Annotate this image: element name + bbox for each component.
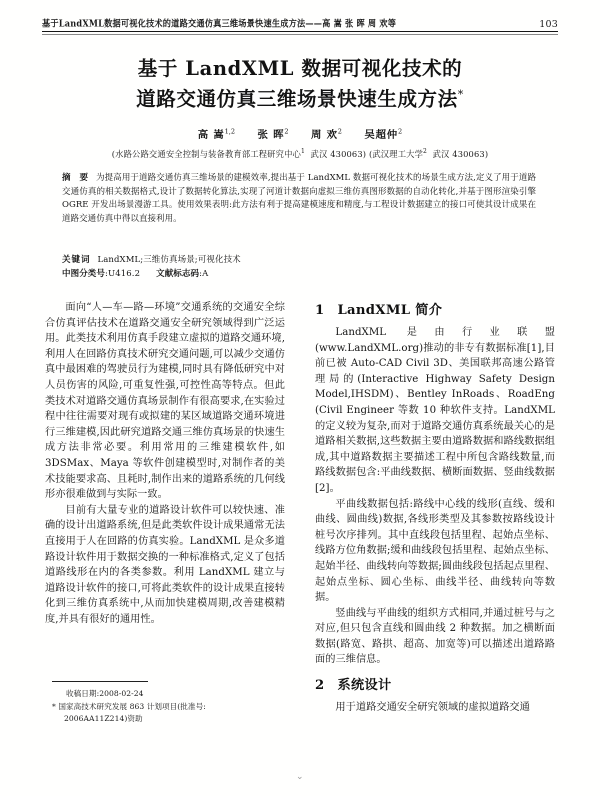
- scan-artifact: ⌄: [296, 772, 304, 782]
- author-2: [258, 129, 289, 141]
- affiliation-1-sup: 1: [300, 148, 305, 156]
- clc-label: 中图分类号: [62, 269, 106, 279]
- doc-code-label: 文献标志码: [156, 269, 200, 279]
- author-3-name: 周 欢: [310, 129, 338, 141]
- title-footnote-marker: *: [457, 88, 464, 101]
- title-line-1: 基于 LandXML 数据可视化技术的: [137, 57, 463, 80]
- footnote-received: [52, 688, 288, 701]
- section-1-number: 1: [315, 303, 325, 318]
- section-heading-1: [315, 300, 555, 322]
- affiliation-1-city: 武汉 430063): [310, 149, 367, 159]
- section-1-paragraph-3: 竖曲线与平曲线的组织方式相同,并通过桩号与之对应,但只包含直线和圆曲线 2 种数据。加之横断面数据(路宽、路拱、超高、加宽等)可以描述出道路路面的三维信息。: [315, 607, 555, 666]
- footnote-fund-line-2: 2006AA11Z214)资助: [64, 714, 143, 724]
- footnote-received-label: 收稿日期:: [66, 689, 100, 698]
- affiliation-1-org: (水路公路交通安全控制与装备教育部工程研究中心: [111, 149, 301, 159]
- section-1-title: LandXML 简介: [337, 303, 443, 318]
- section-1-paragraph-1: LandXML 是由行业联盟(www.LandXML.org)推动的非专有数据标准[1],目前已被 Auto-CAD Civil 3D、美国联邦高速公路管理局的(Interactive Highway Safety Design Model,IHSDM)、Bentley InRoads、RoadEng (Civil Engineer 等数 10 种软件支持。LandXML 的定义较为复杂,而对于道路交通仿真系统最关心的是道路相关数据,这些数据主要由道路数据和路线数据组成,其中道路数据主要描述工程中所包含路线数量,而路线数据包含:平曲线数据、横断面数据、竖曲线数据[2]。: [315, 327, 555, 494]
- section-heading-2: [315, 675, 555, 697]
- abstract-text: 为提高用于道路交通仿真三维场景的建模效率,提出基于 LandXML 数据可视化技术的场景生成方法,定义了用于道路交通仿真的相关数据格式,设计了数据转化算法,实现了河道计数据向虚拟三维仿真图形数据的自动化转化,并基于图形渲染引擎 OGRE 开发出场景漫游工具。使用效果表明:此方法有利于提高建模速度和精度,与工程设计数据建立的接口可使其设计成果在道路交通仿真中得以直接利用。: [62, 173, 536, 224]
- section-2-title: 系统设计: [337, 678, 392, 694]
- author-4-affil: 2: [397, 127, 403, 136]
- keywords-value: LandXML;三维仿真场景;可视化技术: [97, 255, 241, 265]
- abstract-label: 摘 要: [62, 173, 92, 183]
- author-1-name: 高 嵩: [197, 129, 225, 141]
- footnote-received-date: 2008-02-24: [99, 689, 144, 698]
- keywords-line: [62, 253, 536, 265]
- running-header: [42, 19, 558, 30]
- abstract-block: [62, 172, 536, 226]
- affiliation-line: [42, 148, 558, 160]
- left-paragraph-2: 目前有大量专业的道路设计软件可以较快速、准确的设计出道路系统,但是此类软件设计成果通常无法直接用于人在回路的仿真实验。LandXML 是众多道路设计软件用于数据交换的一种标准格式,定义了包括道路线形在内的各类参数。利用 LandXML 建立与道路设计软件的接口,可将此类软件的设计成果直接转化到三维仿真系统中,从而加快建模周期,改善建模精度,并具有很好的通用性。: [45, 504, 285, 625]
- header-rule-secondary: [42, 34, 558, 35]
- section-2-paragraph-1: 用于道路交通安全研究领域的虚拟道路交通: [335, 702, 530, 714]
- left-column: [45, 300, 285, 627]
- author-2-name: 张 晖: [257, 129, 285, 141]
- section-2-number: 2: [315, 678, 325, 694]
- author-1-affil: 1,2: [224, 127, 236, 136]
- author-4: [364, 129, 402, 141]
- author-2-affil: 2: [284, 127, 289, 136]
- page-number: 103: [539, 19, 558, 30]
- footnote-fund-text-1: 国家高技术研究发展 863 计划项目(批准号:: [58, 701, 206, 711]
- author-list: [42, 126, 558, 141]
- header-rule: [42, 31, 558, 32]
- footnote-rule: [52, 681, 148, 682]
- author-4-name: 吴超仲: [364, 129, 398, 141]
- footnote-fund-marker: *: [52, 701, 56, 711]
- footnote-block: [52, 688, 288, 726]
- author-3: [311, 129, 342, 141]
- author-1: [198, 129, 235, 141]
- doc-code-value: A: [202, 269, 209, 279]
- keywords-label: 关键词: [62, 255, 91, 265]
- running-header-title: 基于LandXML数据可视化技术的道路交通仿真三维场景快速生成方法——高 嵩 张 晖 周 欢等: [42, 17, 397, 29]
- affiliation-2-city: 武汉 430063): [432, 149, 489, 159]
- title-line-2: 道路交通仿真三维场景快速生成方法: [136, 87, 458, 111]
- affiliation-2-org: (武汉理工大学: [368, 149, 424, 159]
- author-3-affil: 2: [337, 127, 342, 136]
- left-paragraph-1: 面向“人—车—路—环境”交通系统的交通安全综合仿真评估技术在道路交通安全研究领域得到广泛运用。此类技术利用仿真手段建立虚拟的道路交通环境,利用人在回路仿真技术研究交通问题,可以减少交通仿真中最困难的驾驶员行为建模,同时具有降低研究中对人员伤害的风险,可重复性强,可控性高等特点。但此类技术对道路交通仿真场景制作有很高要求,在实验过程中往往需要对现有或拟建的某区域道路交通环境进行三维建模,因此研究道路交通三维仿真场景的快速生成方法非常必要。利用常用的三维建模软件,如 3DSMax、Maya 等软件创建模型时,对制作者的美术技能要求高、且耗时,制作出来的道路系统的几何线形亦很难做到与实际一致。: [45, 302, 285, 501]
- affiliation-2-sup: 2: [423, 148, 428, 156]
- clc-line: 中图分类号:U416.2 文献标志码:A: [62, 269, 209, 279]
- right-column: [315, 300, 555, 716]
- clc-value: U416.2: [107, 269, 141, 279]
- title-line-2-wrap: [42, 82, 558, 113]
- footnote-fund-line-1: [52, 701, 288, 714]
- page-title: [42, 56, 558, 113]
- section-1-paragraph-2: 平曲线数据包括:路线中心线的线形(直线、缓和曲线、圆曲线)数据,各线形类型及其参数按路线设计桩号次序排列。其中直线段包括里程、起始点坐标、线路方位角数据;缓和曲线段包括里程、起始点坐标、起始半径、曲线转向等数据;圆曲线段包括起点里程、起始点坐标、圆心坐标、曲线半径、曲线转向等数据。: [315, 498, 555, 604]
